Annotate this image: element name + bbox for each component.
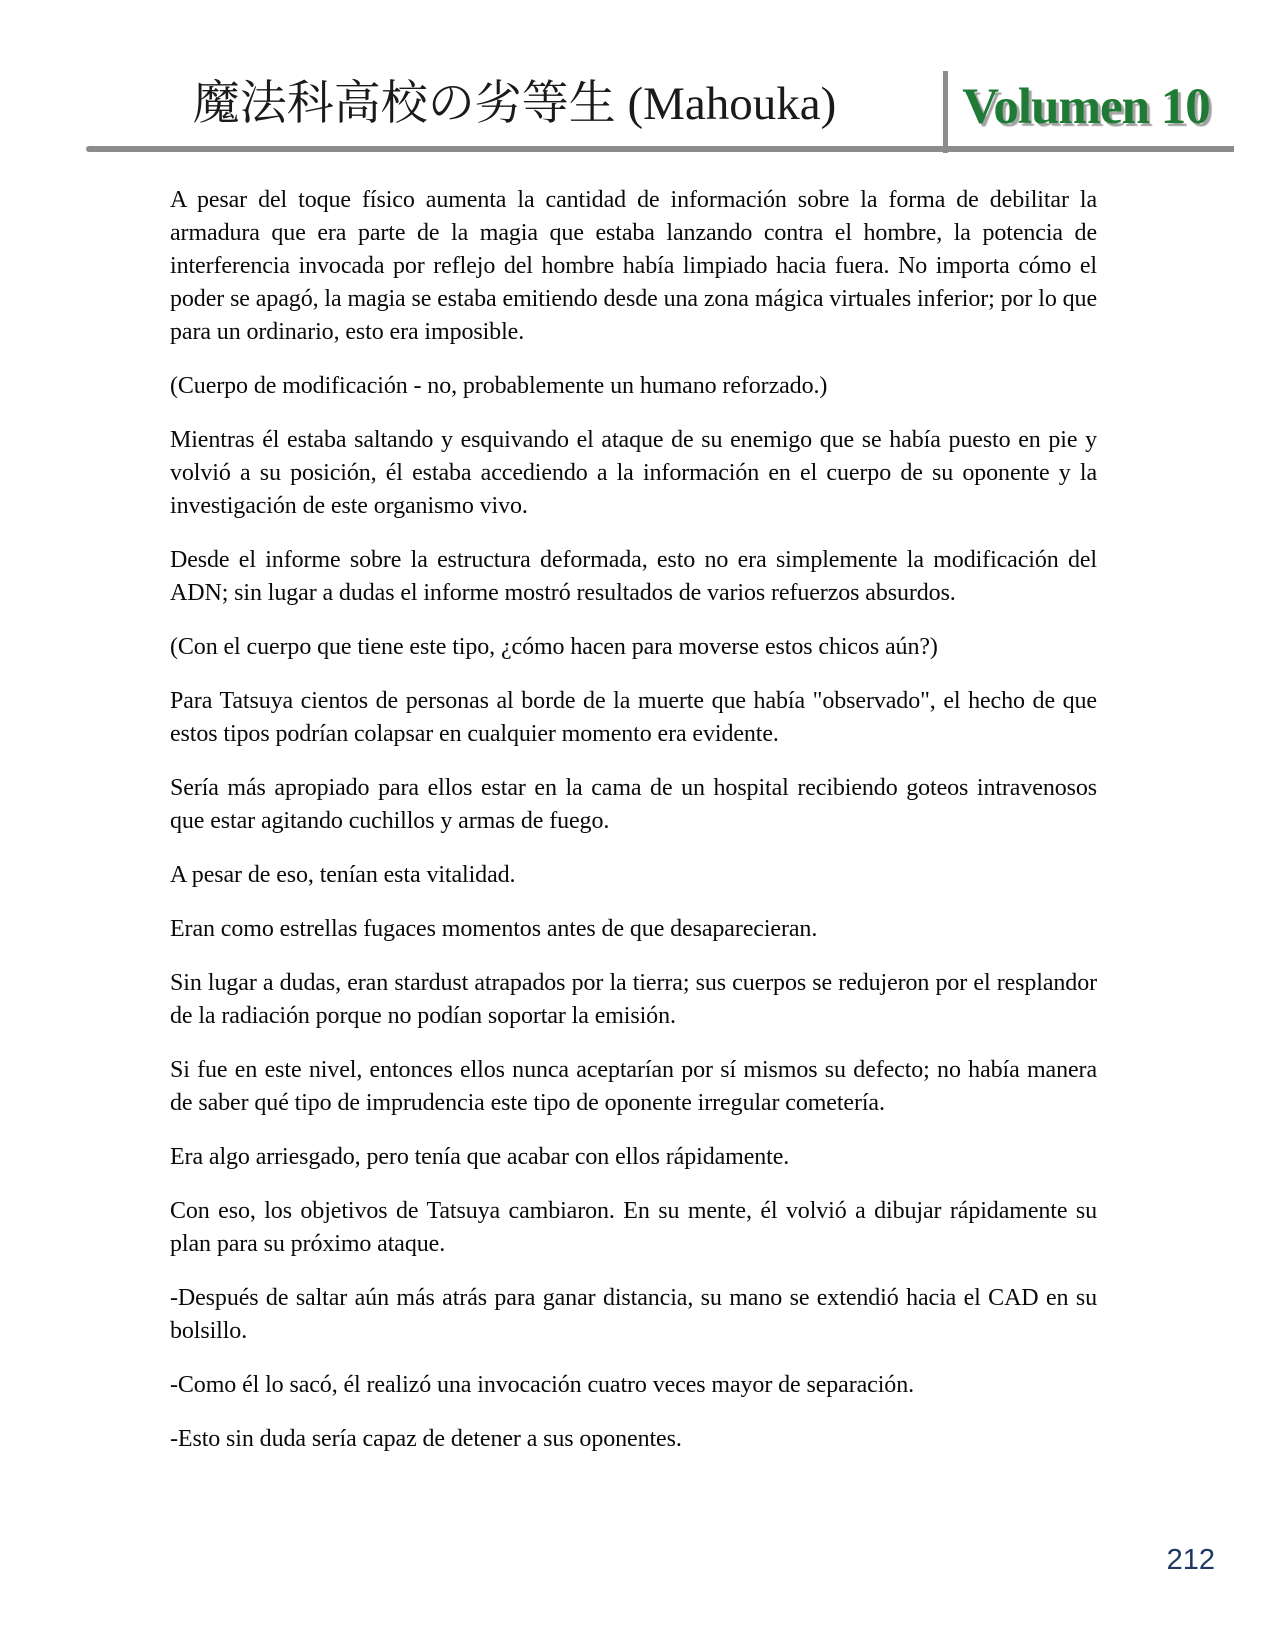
- header-horizontal-rule: [86, 146, 1234, 152]
- paragraph: Sería más apropiado para ellos estar en la cama de un hospital recibiendo goteos intravenosos que estar agitando cuchillos y armas de fuego.: [170, 775, 1097, 834]
- paragraph: -Como él lo sacó, él realizó una invocación cuatro veces mayor de separación.: [170, 1372, 914, 1398]
- paragraph: -Esto sin duda sería capaz de detener a sus oponentes.: [170, 1426, 682, 1452]
- paragraph: A pesar del toque físico aumenta la cantidad de información sobre la forma de debilitar la armadura que era parte de la magia que estaba lanzando contra el hombre, la potencia de interferencia invocada por reflejo del hombre había limpiado hacia fuera. No importa cómo el poder se apagó, la magia se estaba emitiendo desde una zona mágica virtuales inferior; por lo que para un ordinario, esto era imposible.: [170, 187, 1097, 345]
- page-number: 212: [1166, 1544, 1215, 1576]
- header-vertical-divider: [943, 71, 948, 153]
- paragraph: (Con el cuerpo que tiene este tipo, ¿cómo hacen para moverse estos chicos aún?): [170, 634, 938, 660]
- volume-label: Volumen 10: [962, 79, 1210, 135]
- page-title: 魔法科高校の劣等生 (Mahouka): [192, 78, 837, 130]
- paragraph: Mientras él estaba saltando y esquivando el ataque de su enemigo que se había puesto en pie y volvió a su posición, él estaba accediendo a la información en el cuerpo de su oponente y la investigación de este organismo vivo.: [170, 427, 1097, 519]
- paragraph: Sin lugar a dudas, eran stardust atrapados por la tierra; sus cuerpos se redujeron por el resplandor de la radiación porque no podían soportar la emisión.: [170, 970, 1097, 1029]
- paragraph: Para Tatsuya cientos de personas al borde de la muerte que había "observado", el hecho de que estos tipos podrían colapsar en cualquier momento era evidente.: [170, 688, 1097, 747]
- paragraph: Con eso, los objetivos de Tatsuya cambiaron. En su mente, él volvió a dibujar rápidamente su plan para su próximo ataque.: [170, 1198, 1097, 1257]
- page-body: [170, 184, 1097, 1477]
- paragraph: Si fue en este nivel, entonces ellos nunca aceptarían por sí mismos su defecto; no había manera de saber qué tipo de imprudencia este tipo de oponente irregular cometería.: [170, 1057, 1097, 1116]
- paragraph: (Cuerpo de modificación - no, probablemente un humano reforzado.): [170, 373, 828, 399]
- paragraph: Eran como estrellas fugaces momentos antes de que desaparecieran.: [170, 916, 818, 942]
- paragraph: Desde el informe sobre la estructura deformada, esto no era simplemente la modificación del ADN; sin lugar a dudas el informe mostró resultados de varios refuerzos absurdos.: [170, 547, 1097, 606]
- paragraph: A pesar de eso, tenían esta vitalidad.: [170, 862, 516, 888]
- paragraph: -Después de saltar aún más atrás para ganar distancia, su mano se extendió hacia el CAD en su bolsillo.: [170, 1285, 1097, 1344]
- paragraph: Era algo arriesgado, pero tenía que acabar con ellos rápidamente.: [170, 1144, 790, 1170]
